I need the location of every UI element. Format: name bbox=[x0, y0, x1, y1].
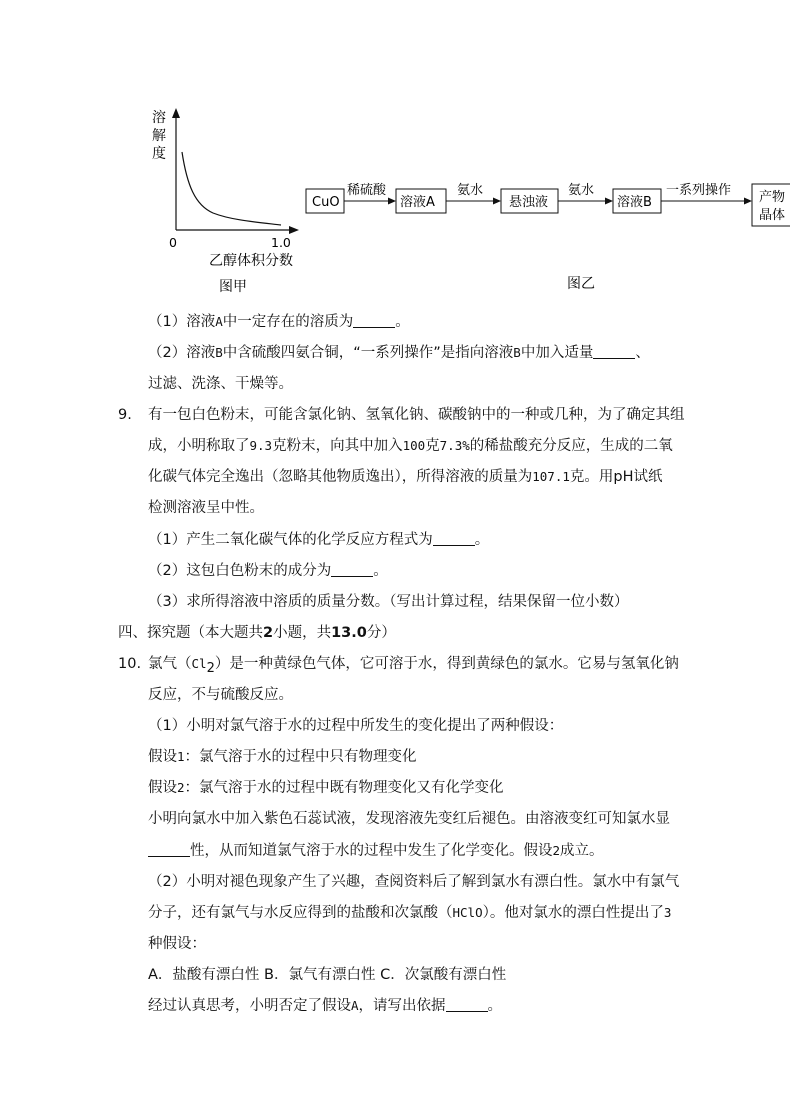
q10-obs2-b: 2 bbox=[552, 843, 561, 858]
q10-part1: （1）小明对氯气溶于水的过程中所发生的变化提出了两种假设： bbox=[148, 718, 564, 734]
flow-arrow-1-head bbox=[388, 198, 396, 205]
answer-blank[interactable] bbox=[446, 997, 488, 1012]
q10-p2-l2-d: 3 bbox=[663, 905, 672, 920]
flow-arrow-3-label: 氨水 bbox=[568, 183, 595, 198]
section4-b: 2 bbox=[263, 625, 274, 641]
q10-h2-b: 2 bbox=[177, 780, 185, 795]
q10-part2-line2 bbox=[148, 903, 671, 923]
y-axis-arrowhead bbox=[172, 108, 180, 118]
q10-p2-l2-c: ）。他对氯水的漂白性提出了 bbox=[482, 905, 664, 921]
q10-h2-c: ：氯气溶于水的过程中既有物理变化又有化学变化 bbox=[184, 780, 504, 796]
q9-line2-f: 7.3% bbox=[439, 438, 470, 453]
q8-part2-text-d: B bbox=[513, 345, 521, 360]
y-label-char-2: 解 bbox=[152, 128, 166, 144]
q9-line2-c: 克粉末，向其中加入 bbox=[272, 438, 403, 454]
flow-box-product-line1: 产物 bbox=[759, 190, 786, 205]
q9-line2-g: 的稀盐酸充分反应，生成的二氧 bbox=[469, 438, 673, 454]
x-axis-arrowhead bbox=[289, 226, 299, 234]
q10-h1-b: 1 bbox=[177, 749, 185, 764]
q9-line4: 检测溶液呈中性。 bbox=[148, 500, 264, 516]
q9-line2-b: 9.3 bbox=[249, 438, 273, 453]
flow-arrow-2-label: 氨水 bbox=[457, 183, 484, 198]
flow-arrow-4-label: 一系列操作 bbox=[666, 183, 732, 198]
q8-part1-end: 。 bbox=[395, 314, 410, 330]
figure-b-caption: 图乙 bbox=[567, 276, 595, 292]
q10-h2-a: 假设 bbox=[148, 780, 177, 796]
q10-line1-sub: 2 bbox=[206, 660, 215, 676]
q9-line3-d: pH bbox=[613, 469, 634, 485]
figure-b-flow bbox=[300, 176, 790, 296]
section4-a: 四、探究题（本大题共 bbox=[118, 625, 263, 641]
section4-heading bbox=[118, 623, 396, 643]
q8-part1 bbox=[148, 312, 410, 332]
q10-line1-c: ）是一种黄绿色气体，它可溶于水，得到黄绿色的氯水。它易与氢氧化钠 bbox=[214, 656, 679, 672]
y-label-char-1: 溶 bbox=[152, 110, 166, 126]
x-tick-start: 0 bbox=[169, 235, 177, 250]
y-label-char-3: 度 bbox=[152, 146, 166, 162]
flow-arrow-2-head bbox=[493, 198, 501, 205]
q10-obs2-a: 性，从而知道氯气溶于水的过程中发生了化学变化。假设 bbox=[190, 843, 553, 859]
q10-p2-l2-b: HClO bbox=[452, 905, 483, 920]
q9-part1-end: 。 bbox=[474, 532, 490, 548]
answer-blank[interactable] bbox=[593, 344, 635, 359]
q9-part1 bbox=[148, 530, 489, 550]
q10-number: 10. bbox=[118, 656, 142, 672]
q9-part3: （3）求所得溶液中溶质的质量分数。（写出计算过程，结果保留一位小数） bbox=[148, 594, 629, 610]
q9-line2 bbox=[148, 436, 673, 456]
q10-final-a: 经过认真思考，小明否定了假设 bbox=[148, 998, 351, 1014]
section4-c: 小题，共 bbox=[273, 625, 332, 641]
q8-part2-line2: 过滤、洗涤、干燥等。 bbox=[148, 376, 293, 392]
x-axis-label: 乙醇体积分数 bbox=[209, 253, 293, 269]
q8-part2 bbox=[148, 343, 650, 363]
flow-box-product-line2: 晶体 bbox=[759, 208, 786, 223]
solubility-curve bbox=[182, 152, 281, 225]
q9-line3 bbox=[148, 467, 663, 487]
answer-blank[interactable] bbox=[331, 562, 373, 577]
q9-line3-e: 试纸 bbox=[633, 469, 663, 485]
q10-part2-line1: （2）小明对褪色现象产生了兴趣，查阅资料后了解到氯水有漂白性。氯水中有氯气 bbox=[148, 874, 680, 890]
q10-final bbox=[148, 996, 502, 1016]
q8-part2-text-b: B bbox=[215, 345, 223, 360]
q8-part1-text-b: A bbox=[215, 314, 223, 329]
flow-box-solution-b-label: 溶液B bbox=[617, 195, 652, 210]
answer-blank[interactable] bbox=[148, 842, 190, 857]
q10-line1-a: 氯气（ bbox=[148, 656, 192, 672]
q9-line1: 有一包白色粉末，可能含氯化钠、氢氧化钠、碳酸钠中的一种或几种，为了确定其组 bbox=[148, 407, 685, 423]
q9-number: 9. bbox=[118, 407, 132, 423]
q10-final-end: 。 bbox=[487, 998, 503, 1014]
flow-box-solution-a-label: 溶液A bbox=[400, 195, 435, 210]
q9-line2-e: 克 bbox=[425, 438, 440, 454]
q10-part2-line3: 种假设： bbox=[148, 936, 206, 952]
q9-line2-d: 100 bbox=[402, 438, 426, 453]
q10-hypothesis2 bbox=[148, 778, 504, 798]
flow-arrow-1-label: 稀硫酸 bbox=[347, 183, 387, 198]
figure-a-caption: 图甲 bbox=[219, 279, 247, 295]
q9-line3-c: 克。用 bbox=[569, 469, 614, 485]
q10-p2-l2-a: 分子，还有氯气与水反应得到的盐酸和次氯酸（ bbox=[148, 905, 453, 921]
q8-part1-text-a: （1）溶液 bbox=[148, 314, 216, 330]
answer-blank[interactable] bbox=[353, 313, 395, 328]
flow-arrow-4-head bbox=[744, 198, 752, 205]
section4-d: 13.0 bbox=[331, 625, 367, 641]
q10-line2: 反应，不与硫酸反应。 bbox=[148, 687, 293, 703]
flow-box-suspension-label: 悬浊液 bbox=[509, 195, 549, 210]
q10-line1-b: Cl bbox=[191, 656, 207, 671]
q8-part1-text-c: 中一定存在的溶质为 bbox=[222, 314, 354, 330]
flow-arrow-3-head bbox=[605, 198, 613, 205]
q10-options: A．盐酸有漂白性 B．氯气有漂白性 C．次氯酸有漂白性 bbox=[148, 967, 507, 983]
q9-line3-a: 化碳气体完全逸出（忽略其他物质逸出），所得溶液的质量为 bbox=[148, 469, 533, 485]
q10-line1 bbox=[148, 654, 679, 679]
answer-blank[interactable] bbox=[433, 531, 475, 546]
q10-final-b: A bbox=[351, 998, 359, 1013]
q10-h1-a: 假设 bbox=[148, 749, 177, 765]
q10-obs2-c: 成立。 bbox=[560, 843, 604, 859]
q10-observation: 小明向氯水中加入紫色石蕊试液，发现溶液先变红后褪色。由溶液变红可知氯水显 bbox=[148, 811, 670, 827]
q9-line2-a: 成，小明称取了 bbox=[148, 438, 250, 454]
q9-part2-end: 。 bbox=[373, 563, 388, 579]
q10-final-c: ，请写出依据 bbox=[358, 998, 446, 1014]
figure-a-graph bbox=[145, 100, 315, 295]
q9-part1-text: （1）产生二氧化碳气体的化学反应方程式为 bbox=[148, 532, 433, 548]
q8-part2-text-e: 中加入适量 bbox=[520, 345, 594, 361]
x-tick-end: 1.0 bbox=[271, 235, 291, 250]
section4-e: 分） bbox=[366, 625, 396, 641]
q9-part2-text: （2）这包白色粉末的成分为 bbox=[148, 563, 332, 579]
q8-part2-end: 、 bbox=[635, 345, 650, 361]
q10-observation-line2 bbox=[148, 841, 604, 861]
q10-hypothesis1 bbox=[148, 747, 417, 767]
q9-part2 bbox=[148, 561, 388, 581]
q9-line3-b: 107.1 bbox=[532, 469, 570, 484]
q10-h1-c: ：氯气溶于水的过程中只有物理变化 bbox=[184, 749, 417, 765]
q8-part2-text-c: 中含硫酸四氨合铜，“一系列操作”是指向溶液 bbox=[222, 345, 514, 361]
flow-box-cuo-label: CuO bbox=[312, 195, 340, 210]
q8-part2-text-a: （2）溶液 bbox=[148, 345, 216, 361]
